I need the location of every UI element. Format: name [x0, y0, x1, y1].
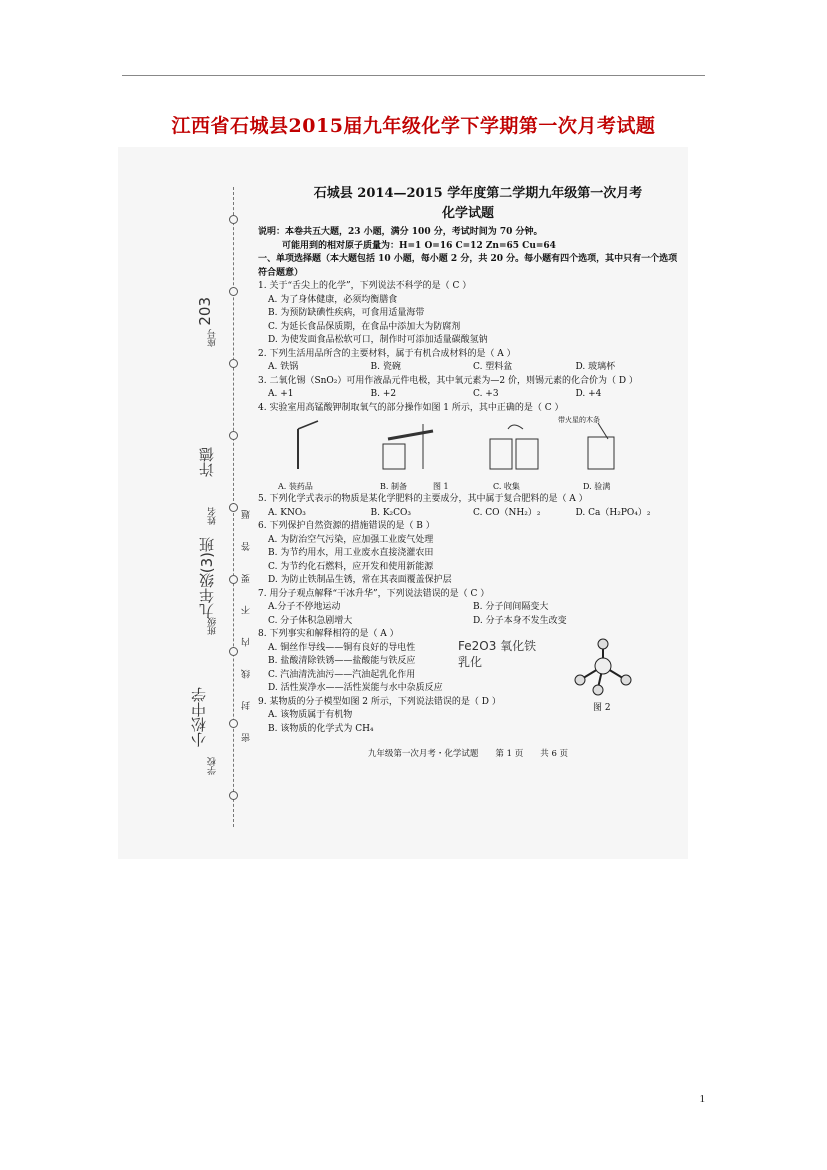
seal-dot — [229, 719, 238, 728]
handwritten-note-2: 乳化 — [458, 655, 483, 669]
option: B. 为预防缺碘性疾病，可食用适量海带 — [268, 308, 425, 318]
lab-apparatus-illustration — [258, 419, 678, 481]
question-3 — [258, 375, 678, 402]
fig-option-a: A. 装药品 — [278, 481, 313, 491]
seal-dot — [229, 791, 238, 800]
option: C. 分子体积急剧增大 — [268, 615, 353, 626]
class-value: 九年级(3)班 — [198, 537, 216, 619]
option: D. 为防止铁制品生锈，常在其表面覆盖保护层 — [268, 575, 452, 585]
question-1 — [258, 280, 678, 348]
question-stem: 9. 某物质的分子模型如图 2 所示，下列说法错误的是（ D ） — [258, 696, 501, 707]
question-stem: 8. 下列事实和解释相符的是（ A ） — [258, 629, 399, 639]
seal-dot — [229, 287, 238, 296]
option: D. 为使发面食品松软可口，制作时可添加适量碳酸氢钠 — [268, 335, 488, 345]
question-stem: 5. 下列化学式表示的物质是某化学肥料的主要成分，其中属于复合肥料的是（ A ） — [258, 494, 588, 504]
option: B. 盐酸清除铁锈——盐酸能与铁反应 — [268, 656, 416, 666]
fig-option-c: C. 收集 — [493, 481, 520, 491]
option: A. 铁锅 — [268, 362, 299, 372]
page-title: 江西省石城县2015届九年级化学下学期第一次月考试题 — [171, 115, 656, 137]
seal-dot — [229, 359, 238, 368]
question-stem: 2. 下列生活用品所含的主要材料，属于有机合成材料的是（ A ） — [258, 348, 516, 359]
question-stem: 3. 二氧化锡（SnO₂）可用作液晶元件电极，其中氧元素为—2 价，则锡元素的化合价为（ D ） — [258, 375, 638, 386]
exam-subtitle: 化学试题 — [441, 205, 494, 221]
seal-dot — [229, 647, 238, 656]
top-rule — [122, 75, 705, 76]
exam-content — [258, 187, 678, 762]
option: C. 塑料盆 — [473, 362, 513, 372]
molecule-model-figure — [568, 638, 638, 700]
seal-dot — [229, 575, 238, 584]
school-label: 学校 — [208, 757, 218, 775]
option: D. 活性炭净水——活性炭能与水中杂质反应 — [268, 683, 443, 693]
exam-footer: 九年级第一次月考・化学试题 第 1 页 共 6 页 — [367, 749, 569, 759]
option: D. 玻璃杯 — [575, 362, 616, 372]
option: C. 为节约化石燃料，应开发和使用新能源 — [268, 561, 434, 572]
question-stem: 4. 实验室用高锰酸钾制取氧气的部分操作如图 1 所示，其中正确的是（ C ） — [258, 402, 564, 413]
option: B. K₂CO₃ — [370, 507, 412, 518]
question-4 — [258, 402, 678, 490]
question-stem: 6. 下列保护自然资源的措施错误的是（ B ） — [258, 521, 435, 531]
fig-2-label: 图 2 — [593, 703, 611, 713]
seal-text: 密 封 线 内 不 要 答 题 — [242, 499, 252, 742]
question-5 — [258, 493, 678, 520]
option: B. 该物质的化学式为 CH₄ — [268, 723, 374, 734]
page-number: 1 — [699, 1093, 705, 1105]
handwritten-note: Fe2O3 氧化铁 — [458, 639, 537, 653]
seal-dot — [229, 431, 238, 440]
option: A. 铜丝作导线——铜有良好的导电性 — [268, 642, 416, 653]
option: B. +2 — [370, 389, 397, 399]
option: C. 汽油清洗油污——汽油起乳化作用 — [268, 669, 416, 680]
question-9 — [258, 696, 678, 737]
fig-1-note: 带火星的木条 — [558, 415, 600, 424]
name-value: 许德 — [198, 447, 216, 477]
figure-1 — [258, 415, 678, 491]
scanned-exam — [118, 147, 688, 859]
section-heading: 一、单项选择题（本大题包括 10 小题，每小题 2 分，共 20 分。每小题有四个选项，其中只有一个选项符合题意） — [258, 254, 678, 278]
question-7 — [258, 588, 678, 629]
fig-option-b: B. 制备 — [380, 481, 407, 491]
option: C. 为延长食品保质期，在食品中添加大为防腐剂 — [268, 321, 461, 332]
option: B. 分子间间隔变大 — [473, 602, 549, 612]
option: B. 瓷碗 — [370, 362, 401, 372]
question-stem: 1. 关于“舌尖上的化学”，下列说法不科学的是（ C ） — [258, 281, 472, 291]
option: A. +1 — [268, 389, 294, 399]
option: A. 为防治空气污染，应加强工业废气处理 — [268, 534, 434, 545]
exam-title: 石城县 2014—2015 学年度第二学期九年级第一次月考 — [313, 186, 643, 201]
option: A. 该物质属于有机物 — [268, 710, 353, 720]
option: D. 分子本身不发生改变 — [473, 615, 567, 626]
class-label: 班级 — [208, 617, 218, 635]
option: D. +4 — [575, 389, 602, 399]
option: C. +3 — [473, 389, 499, 399]
option: A.分子不停地运动 — [268, 602, 341, 612]
fig-option-d: D. 验满 — [583, 481, 611, 491]
exam-no-label: 座号 — [208, 329, 218, 347]
exam-no-value: 203 — [196, 297, 214, 326]
atomic-masses: 可能用到的相对原子质量为：H=1 O=16 C=12 Zn=65 Cu=64 — [282, 240, 556, 251]
seal-dot — [229, 503, 238, 512]
option: A. KNO₃ — [268, 507, 306, 518]
option: B. 为节约用水，用工业废水直接浇灌农田 — [268, 548, 434, 558]
option: D. Ca（H₂PO₄）₂ — [575, 507, 651, 518]
question-2 — [258, 348, 678, 375]
fig-1-label: 图 1 — [433, 481, 449, 491]
question-stem: 7. 用分子观点解释“干冰升华”，下列说法错误的是（ C ） — [258, 588, 490, 599]
seal-dot — [229, 215, 238, 224]
question-6 — [258, 520, 678, 588]
option: A. 为了身体健康，必须均衡膳食 — [268, 294, 398, 305]
option: C. CO（NH₂）₂ — [473, 507, 541, 518]
name-label: 姓名 — [208, 507, 218, 525]
school-value: 小松中学 — [190, 687, 208, 747]
exam-note: 说明：本卷共五大题，23 小题，满分 100 分，考试时间为 70 分钟。 — [258, 227, 543, 237]
